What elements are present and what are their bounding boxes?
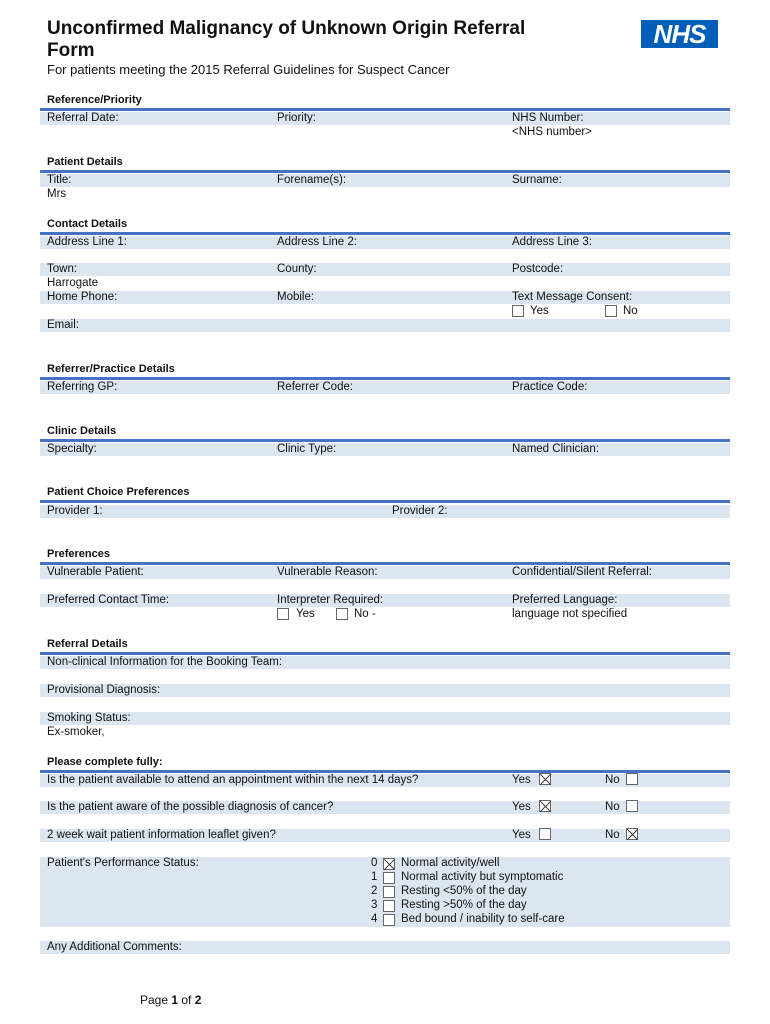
section-complete: Please complete fully: (47, 756, 163, 768)
provider1-label: Provider 1: (47, 505, 103, 517)
performance-option-text: Resting <50% of the day (401, 885, 527, 897)
question-yes-checkbox[interactable] (539, 800, 551, 812)
field-band (40, 443, 730, 456)
referrer-code-label: Referrer Code: (277, 381, 354, 393)
field-band (40, 712, 730, 725)
named-clinician-label: Named Clinician: (512, 443, 599, 455)
question-no-label: No (605, 829, 620, 841)
performance-option-text: Resting >50% of the day (401, 899, 527, 911)
section-contact: Contact Details (47, 218, 128, 230)
performance-status-label: Patient's Performance Status: (47, 857, 199, 869)
performance-option-text: Bed bound / inability to self-care (401, 913, 565, 925)
town-value: Harrogate (47, 277, 99, 289)
preferred-language-label: Preferred Language: (512, 594, 618, 606)
practice-code-label: Practice Code: (512, 381, 588, 393)
forename-label: Forename(s): (277, 174, 347, 186)
address2-label: Address Line 2: (277, 236, 357, 248)
nhs-logo: NHS (641, 20, 718, 48)
specialty-label: Specialty: (47, 443, 97, 455)
nhs-number-value: <NHS number> (512, 126, 592, 138)
title-value: Mrs (47, 188, 67, 200)
question-text: 2 week wait patient information leaflet given? (47, 829, 276, 841)
question-yes-checkbox[interactable] (539, 773, 551, 785)
interpreter-no-checkbox[interactable] (336, 608, 348, 620)
confidential-referral-label: Confidential/Silent Referral: (512, 566, 652, 578)
section-rule (40, 108, 730, 111)
page-subtitle: For patients meeting the 2015 Referral Guidelines for Suspect Cancer (47, 62, 450, 77)
question-text: Is the patient aware of the possible diagnosis of cancer? (47, 801, 334, 813)
vulnerable-reason-label: Vulnerable Reason: (277, 566, 378, 578)
performance-option-number: 4 (371, 913, 378, 925)
preferred-contact-label: Preferred Contact Time: (47, 594, 170, 606)
postcode-label: Postcode: (512, 263, 564, 275)
address3-label: Address Line 3: (512, 236, 592, 248)
question-no-label: No (605, 801, 620, 813)
section-referrer: Referrer/Practice Details (47, 363, 175, 375)
section-reference: Reference/Priority (47, 94, 142, 106)
question-no-checkbox[interactable] (626, 773, 638, 785)
text-consent-label: Text Message Consent: (512, 291, 633, 303)
text-consent-yes-checkbox[interactable] (512, 305, 524, 317)
vulnerable-patient-label: Vulnerable Patient: (47, 566, 144, 578)
section-preferences: Preferences (47, 548, 110, 560)
field-band (40, 381, 730, 394)
home-phone-label: Home Phone: (47, 291, 118, 303)
priority-label: Priority: (277, 112, 316, 124)
performance-option-text: Normal activity but symptomatic (401, 871, 564, 883)
section-clinic: Clinic Details (47, 425, 117, 437)
field-band (40, 174, 730, 187)
section-rule (40, 439, 730, 442)
performance-option-number: 1 (371, 871, 378, 883)
town-label: Town: (47, 263, 78, 275)
mobile-label: Mobile: (277, 291, 315, 303)
provisional-diagnosis-label: Provisional Diagnosis: (47, 684, 161, 696)
smoking-status-value: Ex-smoker, (47, 726, 105, 738)
provider2-label: Provider 2: (392, 505, 448, 517)
question-no-checkbox[interactable] (626, 828, 638, 840)
performance-option-number: 0 (371, 857, 378, 869)
text-consent-yes-label: Yes (530, 305, 549, 317)
text-consent-no-label: No (623, 305, 638, 317)
question-text: Is the patient available to attend an appointment within the next 14 days? (47, 774, 419, 786)
interpreter-yes-label: Yes (296, 608, 315, 620)
field-band (40, 263, 730, 276)
performance-option-checkbox[interactable] (383, 872, 395, 884)
question-yes-label: Yes (512, 829, 531, 841)
referring-gp-label: Referring GP: (47, 381, 118, 393)
section-referral: Referral Details (47, 638, 128, 650)
performance-option-checkbox[interactable] (383, 914, 395, 926)
section-rule (40, 377, 730, 380)
section-choice: Patient Choice Preferences (47, 486, 190, 498)
performance-option-checkbox[interactable] (383, 886, 395, 898)
field-band (40, 236, 730, 249)
field-band (40, 319, 730, 332)
section-rule (40, 562, 730, 565)
section-rule (40, 652, 730, 655)
text-consent-no-checkbox[interactable] (605, 305, 617, 317)
interpreter-yes-checkbox[interactable] (277, 608, 289, 620)
non-clinical-label: Non-clinical Information for the Booking Team: (47, 656, 283, 668)
question-yes-label: Yes (512, 774, 531, 786)
question-yes-checkbox[interactable] (539, 828, 551, 840)
interpreter-label: Interpreter Required: (277, 594, 384, 606)
address1-label: Address Line 1: (47, 236, 127, 248)
clinic-type-label: Clinic Type: (277, 443, 337, 455)
field-band (40, 112, 730, 125)
section-rule (40, 170, 730, 173)
page-number: Page 1 of 2 (140, 993, 202, 1007)
performance-option-checkbox[interactable] (383, 900, 395, 912)
surname-label: Surname: (512, 174, 562, 186)
preferred-language-value: language not specified (512, 608, 628, 620)
section-patient: Patient Details (47, 156, 123, 168)
additional-comments-label: Any Additional Comments: (47, 941, 182, 953)
nhs-number-label: NHS Number: (512, 112, 584, 124)
question-no-checkbox[interactable] (626, 800, 638, 812)
field-band (40, 505, 730, 518)
section-rule (40, 500, 730, 503)
email-label: Email: (47, 319, 79, 331)
smoking-status-label: Smoking Status: (47, 712, 131, 724)
page-title: Unconfirmed Malignancy of Unknown Origin Referral Form (47, 18, 526, 61)
referral-date-label: Referral Date: (47, 112, 119, 124)
county-label: County: (277, 263, 317, 275)
title-label: Title: (47, 174, 72, 186)
question-no-label: No (605, 774, 620, 786)
performance-option-text: Normal activity/well (401, 857, 500, 869)
interpreter-no-label: No - (354, 608, 376, 620)
performance-option-number: 2 (371, 885, 378, 897)
performance-option-number: 3 (371, 899, 378, 911)
section-rule (40, 232, 730, 235)
question-yes-label: Yes (512, 801, 531, 813)
performance-option-checkbox[interactable] (383, 858, 395, 870)
